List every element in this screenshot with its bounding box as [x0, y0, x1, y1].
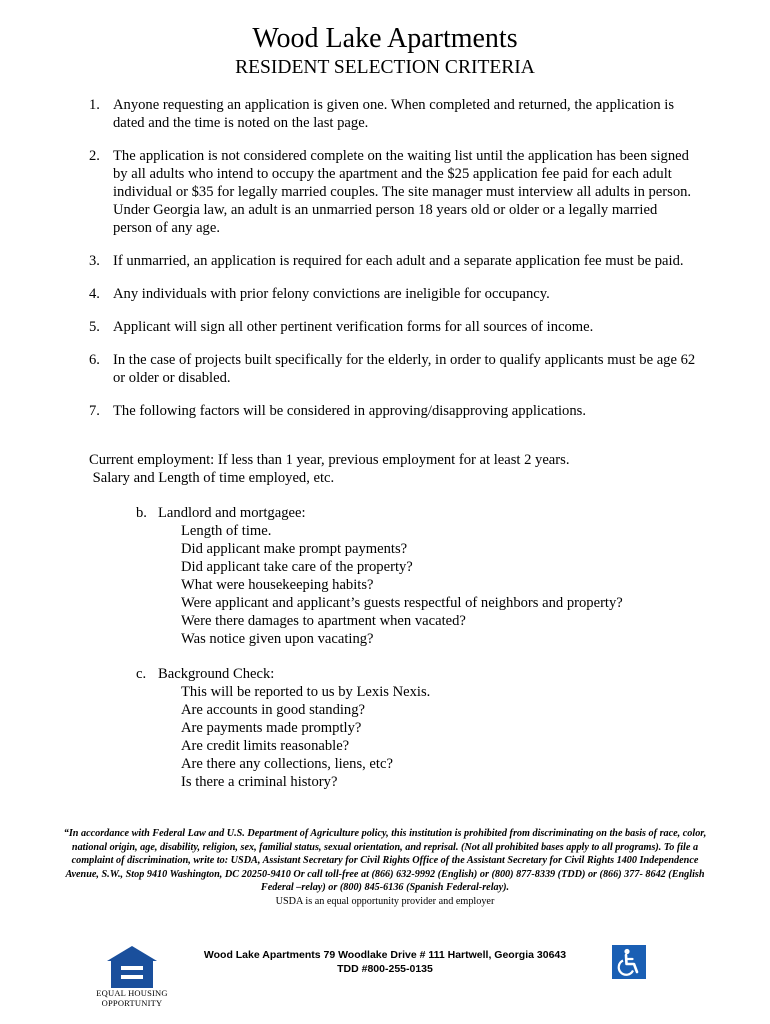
- list-item: What were housekeeping habits?: [181, 577, 374, 593]
- list-item: Are accounts in good standing?: [181, 702, 365, 718]
- notice-paragraph: “In accordance with Federal Law and U.S. Department of Agriculture policy, this institution is prohibited from discriminating on the basis of race, color, national origin, age, disability, religion, sex, familial status, sexual orientation, and reprisal. (Not all prohibited bases apply to all programs).: [63, 828, 707, 853]
- criterion-item: [89, 147, 699, 237]
- criterion-item: [89, 252, 699, 270]
- list-item: Are credit limits reasonable?: [181, 738, 350, 754]
- equal-housing-house-icon: [104, 945, 160, 989]
- document-subtitle: RESIDENT SELECTION CRITERIA: [235, 57, 535, 78]
- criterion-number: 5.: [89, 319, 100, 335]
- background-section: [136, 665, 696, 791]
- list-item: Length of time.: [181, 523, 272, 539]
- section-heading: [136, 665, 696, 683]
- list-item: Did applicant make prompt payments?: [181, 541, 408, 557]
- wheelchair-accessible-icon: [612, 945, 646, 979]
- criterion-number: 4.: [89, 286, 100, 302]
- criterion-text: If unmarried, an application is required for each adult and a separate application fee must be paid.: [113, 253, 684, 269]
- employment-line: Current employment: If less than 1 year, previous employment for at least 2 years.: [89, 452, 570, 468]
- nondiscrimination-notice: [60, 827, 710, 908]
- criteria-list: [89, 96, 699, 435]
- list-item: Were there damages to apartment when vacated?: [181, 613, 466, 629]
- list-item: This will be reported to us by Lexis Nexis.: [181, 684, 431, 700]
- criterion-text: The application is not considered complete on the waiting list until the application has been signed by all adults who intend to occupy the apartment and the $25 application fee paid for each adult individual or $35 for legally married couples. The site manager must interview all adults in person. Under Georgia law, an adult is an unmarried person 18 years old or older or a legally married person of any age.: [113, 148, 692, 236]
- list-item: Was notice given upon vacating?: [181, 631, 374, 647]
- equal-housing-line: OPPORTUNITY: [101, 998, 163, 1008]
- equal-housing-label: [82, 988, 182, 1008]
- criterion-text: Applicant will sign all other pertinent verification forms for all sources of income.: [113, 319, 594, 335]
- criterion-number: 7.: [89, 403, 100, 419]
- equal-housing-line: EQUAL HOUSING: [96, 988, 168, 998]
- section-letter: c.: [136, 666, 147, 682]
- list-item: Is there a criminal history?: [181, 774, 338, 790]
- criterion-number: 1.: [89, 97, 100, 113]
- criterion-text: Anyone requesting an application is given one. When completed and returned, the application is dated and the time is noted on the last page.: [113, 97, 675, 131]
- footer-tdd: TDD #800-255-0135: [337, 963, 433, 975]
- landlord-section: [136, 504, 696, 648]
- section-heading: [136, 504, 696, 522]
- criterion-item: [89, 402, 699, 420]
- criterion-item: [89, 318, 699, 336]
- document-title: Wood Lake Apartments: [252, 23, 518, 54]
- background-checklist: [136, 683, 696, 791]
- section-heading-text: Background Check:: [158, 666, 275, 682]
- section-letter: b.: [136, 505, 147, 521]
- employment-line: Salary and Length of time employed, etc.: [89, 470, 335, 486]
- criterion-number: 6.: [89, 352, 100, 368]
- notice-paragraph: To file a complaint of discrimination, write to: USDA, Assistant Secretary for Civil Rights Office of the Assistant Secretary for Civil Rights 1400 Independence Avenue, S.W., Stop 9410 Washington, DC 20250-9410 Or call toll-free at (866) 632-9992 (English) or (800) 877-8339 (TDD) or (866) 377- 8642 (English Federal –relay) or (800) 845-6136 (Spanish Federal-relay).: [65, 841, 705, 893]
- list-item: Are there any collections, liens, etc?: [181, 756, 393, 772]
- landlord-checklist: [136, 522, 696, 648]
- criterion-item: [89, 96, 699, 132]
- criterion-number: 2.: [89, 148, 100, 164]
- criterion-item: [89, 285, 699, 303]
- list-item: Were applicant and applicant’s guests respectful of neighbors and property?: [181, 595, 623, 611]
- criterion-item: [89, 351, 699, 387]
- criterion-number: 3.: [89, 253, 100, 269]
- list-item: Did applicant take care of the property?: [181, 559, 413, 575]
- section-heading-text: Landlord and mortgagee:: [158, 505, 306, 521]
- footer-address: Wood Lake Apartments 79 Woodlake Drive # 111 Hartwell, Georgia 30643: [203, 949, 567, 961]
- list-item: Are payments made promptly?: [181, 720, 362, 736]
- usda-statement: USDA is an equal opportunity provider and employer: [275, 895, 495, 907]
- criterion-text: In the case of projects built specifically for the elderly, in order to qualify applicants must be age 62 or older or disabled.: [113, 352, 696, 386]
- criterion-text: Any individuals with prior felony convictions are ineligible for occupancy.: [113, 286, 550, 302]
- criterion-text: The following factors will be considered in approving/disapproving applications.: [113, 403, 586, 419]
